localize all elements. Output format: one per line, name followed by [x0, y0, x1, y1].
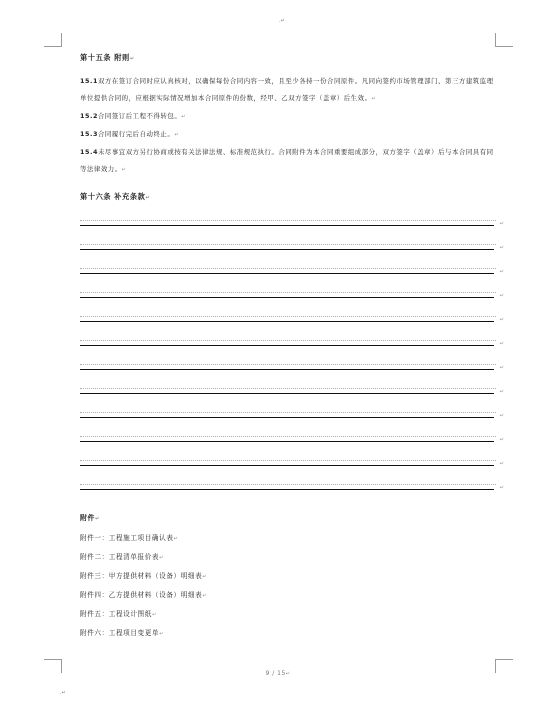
clause-15-3: 15.3合同履行完后自动终止。↵: [80, 130, 180, 138]
blank-fill-line[interactable]: ↵: [80, 256, 500, 280]
blank-fill-line[interactable]: ↵: [80, 424, 500, 448]
blank-fill-line[interactable]: ↵: [80, 376, 500, 400]
attachments-list: [80, 529, 500, 643]
attachment-item: 附件二：工程清单报价表↵: [80, 553, 164, 561]
clause-text: 合同履行完后自动终止。: [97, 130, 175, 138]
blank-fill-line[interactable]: ↵: [80, 352, 500, 376]
section-15-title: 第十五条 附则↵: [80, 53, 135, 62]
blank-fill-line[interactable]: ↵: [80, 448, 500, 472]
clause-number: 15.1: [80, 77, 98, 85]
paragraph-mark-bottom: .↵: [60, 690, 66, 696]
clause-15-4: 15.4未尽事宜双方另行协商或按有关法律法规、标准规范执行。合同附件为本合同重要组成部分，双方签字（盖章）后与本合同具有同等法律效力。↵: [80, 148, 494, 173]
clause-number: 15.2: [80, 112, 98, 120]
attachment-item: 附件四：乙方提供材料（设备）明细表↵: [80, 591, 208, 599]
attachment-item: 附件六：工程项目变更单↵: [80, 629, 164, 637]
blank-fill-line[interactable]: ↵: [80, 304, 500, 328]
clause-15-2: 15.2合同签订后工程不得转包。↵: [80, 112, 187, 120]
margin-corner-top-right: [495, 33, 513, 47]
clause-text: 未尽事宜双方另行协商或按有关法律法规、标准规范执行。合同附件为本合同重要组成部分，双方签字（盖章）后与本合同具有同等法律效力。: [80, 148, 494, 173]
page-number: 9 / 15: [265, 670, 286, 677]
clause-15-1: 15.1双方在签订合同时应认真核对，以确保每份合同内容一致，且至少各持一份合同原件。凡同向签约市场管理部门、第三方建筑监理单位提供合同的，应根据实际情况增加本合同原件的份数，经甲、乙双方签字（盖章）后生效。↵: [80, 77, 494, 102]
blank-fill-line[interactable]: ↵: [80, 208, 500, 232]
blank-fill-line[interactable]: ↵: [80, 400, 500, 424]
blank-fill-line[interactable]: ↵: [80, 232, 500, 256]
section-15-clauses: [80, 73, 500, 179]
clause-number: 15.4: [80, 148, 98, 156]
clause-text: 合同签订后工程不得转包。: [97, 112, 182, 120]
margin-corner-top-left: [44, 33, 62, 47]
clause-text: 双方在签订合同时应认真核对，以确保每份合同内容一致，且至少各持一份合同原件。凡同向签约市场管理部门、第三方建筑监理单位提供合同的，应根据实际情况增加本合同原件的份数，经甲、乙双方签字（盖章）后生效。: [80, 77, 494, 102]
blank-fill-line[interactable]: ↵: [80, 472, 500, 496]
attachments-title: 附件↵: [80, 514, 100, 522]
attachment-item: 附件五：工程设计图纸↵: [80, 610, 157, 618]
page-footer: 9 / 15↵: [265, 670, 291, 677]
blank-fill-line[interactable]: ↵: [80, 328, 500, 352]
section-16-title: 第十六条 补充条款↵: [80, 192, 151, 201]
attachment-item: 附件一：工程施工项目确认表↵: [80, 534, 179, 542]
paragraph-mark-top: .↵: [279, 18, 285, 24]
clause-number: 15.3: [80, 130, 98, 138]
blank-fill-line[interactable]: ↵: [80, 280, 500, 304]
document-body: [80, 52, 504, 643]
attachment-item: 附件三：甲方提供材料（设备）明细表↵: [80, 572, 208, 580]
supplementary-blank-lines: [80, 208, 504, 496]
